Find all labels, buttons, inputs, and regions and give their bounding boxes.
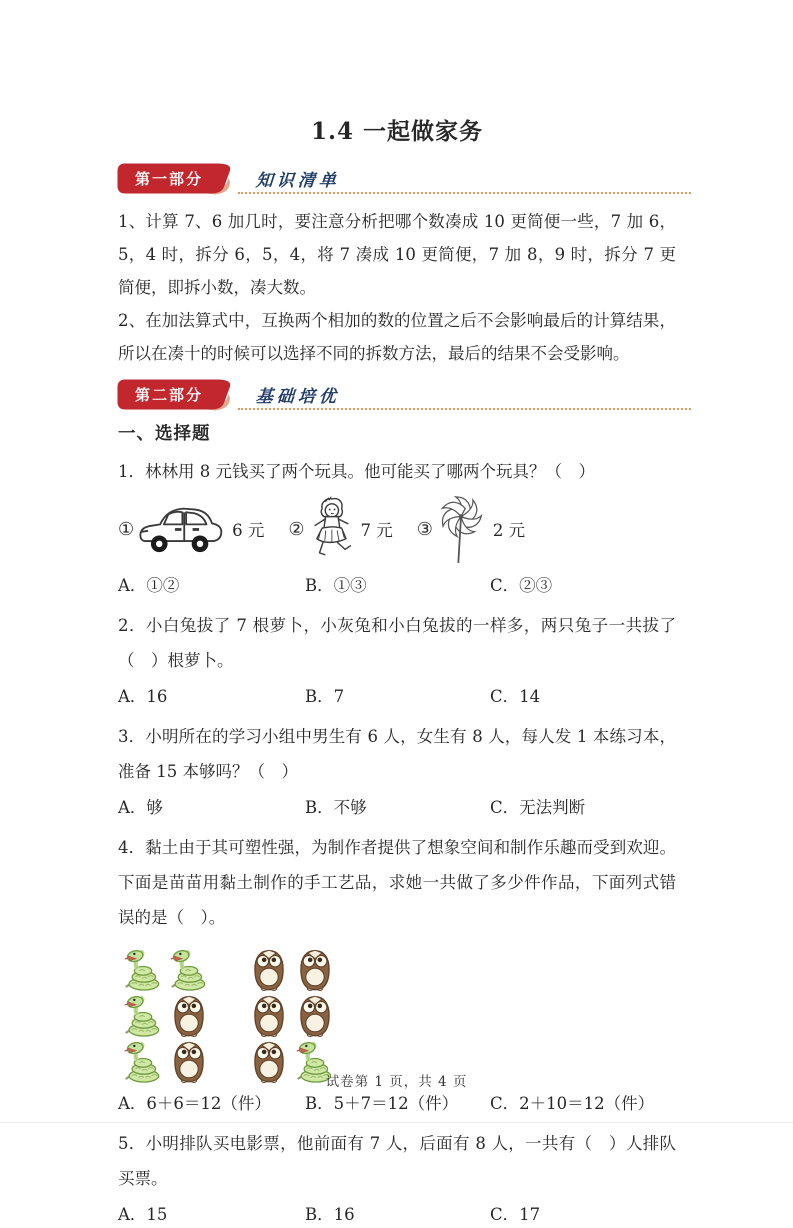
option: C．17 <box>490 1205 541 1224</box>
toy-item <box>288 496 392 562</box>
option: A．16 <box>118 687 168 706</box>
option: A．够 <box>118 798 163 817</box>
question <box>118 454 676 599</box>
price-label: 6 元 <box>232 521 265 540</box>
question-section-title: 一、选择题 <box>118 423 211 443</box>
questions-list <box>118 454 676 1228</box>
dotted-divider <box>238 408 691 410</box>
options-row <box>118 683 676 710</box>
craft-group <box>246 947 338 1085</box>
section-label: 基础培优 <box>255 387 341 407</box>
circle-number: ③ <box>416 518 433 540</box>
price-label: 2 元 <box>492 521 526 540</box>
question-stem: 5．小明排队买电影票，他前面有 7 人，后面有 8 人，一共有（ ）人排队买票。 <box>118 1134 676 1188</box>
snake-figure <box>120 947 166 993</box>
question-stem: 3．小明所在的学习小组中男生有 6 人，女生有 8 人，每人发 1 本练习本，准备 15 本够吗？（ ） <box>118 727 676 781</box>
toy-item <box>417 493 525 565</box>
option: B．5＋7＝12（件） <box>305 1094 459 1113</box>
option: B．16 <box>305 1205 355 1224</box>
section-badge <box>116 378 236 411</box>
question-stem: 2．小白兔拔了 7 根萝卜，小灰兔和小白兔拔的一样多，两只兔子一共拔了（ ）根萝卜。 <box>118 616 676 670</box>
section-header-1 <box>116 162 676 195</box>
knowledge-list <box>118 205 676 370</box>
penguin-figure <box>246 947 292 993</box>
price-label: 7 元 <box>360 521 393 540</box>
option: C．无法判断 <box>490 798 586 817</box>
circle-number: ② <box>288 518 305 540</box>
options-row <box>118 794 676 821</box>
page-footer: 试卷第 1 页，共 4 页 <box>325 1074 468 1090</box>
options-row <box>118 572 676 599</box>
section-badge-text: 第二部分 <box>134 387 203 404</box>
toy-car-image <box>137 500 225 558</box>
knowledge-point-1: 1、计算 7、6 加几时，要注意分析把哪个数凑成 10 更简便一些，7 加 6，5，4 时，拆分 6，5，4，将 7 凑成 10 更简便，7 加 8，9 时，拆分 7 更简便，即拆小数，凑大数。 <box>118 212 676 297</box>
option: C．14 <box>490 687 541 706</box>
options-row <box>118 1090 676 1117</box>
toys-figure <box>118 491 676 567</box>
knowledge-point-2: 2、在加法算式中，互换两个相加的数的位置之后不会影响最后的计算结果，所以在凑十的时候可以选择不同的拆数方法，最后的结果不会受影响。 <box>118 311 676 363</box>
page-title: 1.4 一起做家务 <box>310 118 484 145</box>
toy-item <box>118 500 264 558</box>
question <box>118 1126 676 1228</box>
dotted-divider <box>238 192 691 194</box>
option: A．①② <box>118 576 180 595</box>
doll-image <box>308 496 354 562</box>
pinwheel-image <box>436 493 486 565</box>
option: C．②③ <box>490 576 553 595</box>
option: B．7 <box>305 687 345 706</box>
circle-number: ① <box>118 518 135 540</box>
option: A．15 <box>118 1205 168 1224</box>
penguin-figure <box>292 993 338 1039</box>
option: B．①③ <box>305 576 367 595</box>
penguin-figure <box>246 993 292 1039</box>
penguin-figure <box>292 947 338 993</box>
section-header-2 <box>116 378 676 411</box>
penguin-figure <box>166 993 212 1039</box>
option: C．2＋10＝12（件） <box>490 1094 655 1113</box>
question-stem: 1．林林用 8 元钱买了两个玩具。他可能买了哪两个玩具？（ ） <box>118 462 595 481</box>
question <box>118 719 676 821</box>
craft-figure <box>120 947 676 1085</box>
section-badge-text: 第一部分 <box>134 171 203 188</box>
question-stem: 4．黏土由于其可塑性强，为制作者提供了想象空间和制作乐趣而受到欢迎。下面是苗苗用黏土制作的手工艺品，求她一共做了多少件作品，下面列式错误的是（ ）。 <box>118 838 676 927</box>
section-label: 知识清单 <box>255 171 341 191</box>
question <box>118 608 676 710</box>
options-row <box>118 1201 676 1228</box>
option: B．不够 <box>305 798 367 817</box>
option: A．6＋6＝12（件） <box>118 1094 271 1113</box>
craft-group <box>120 947 212 1085</box>
section-badge <box>116 162 236 195</box>
snake-figure <box>166 947 212 993</box>
snake-figure <box>120 993 166 1039</box>
